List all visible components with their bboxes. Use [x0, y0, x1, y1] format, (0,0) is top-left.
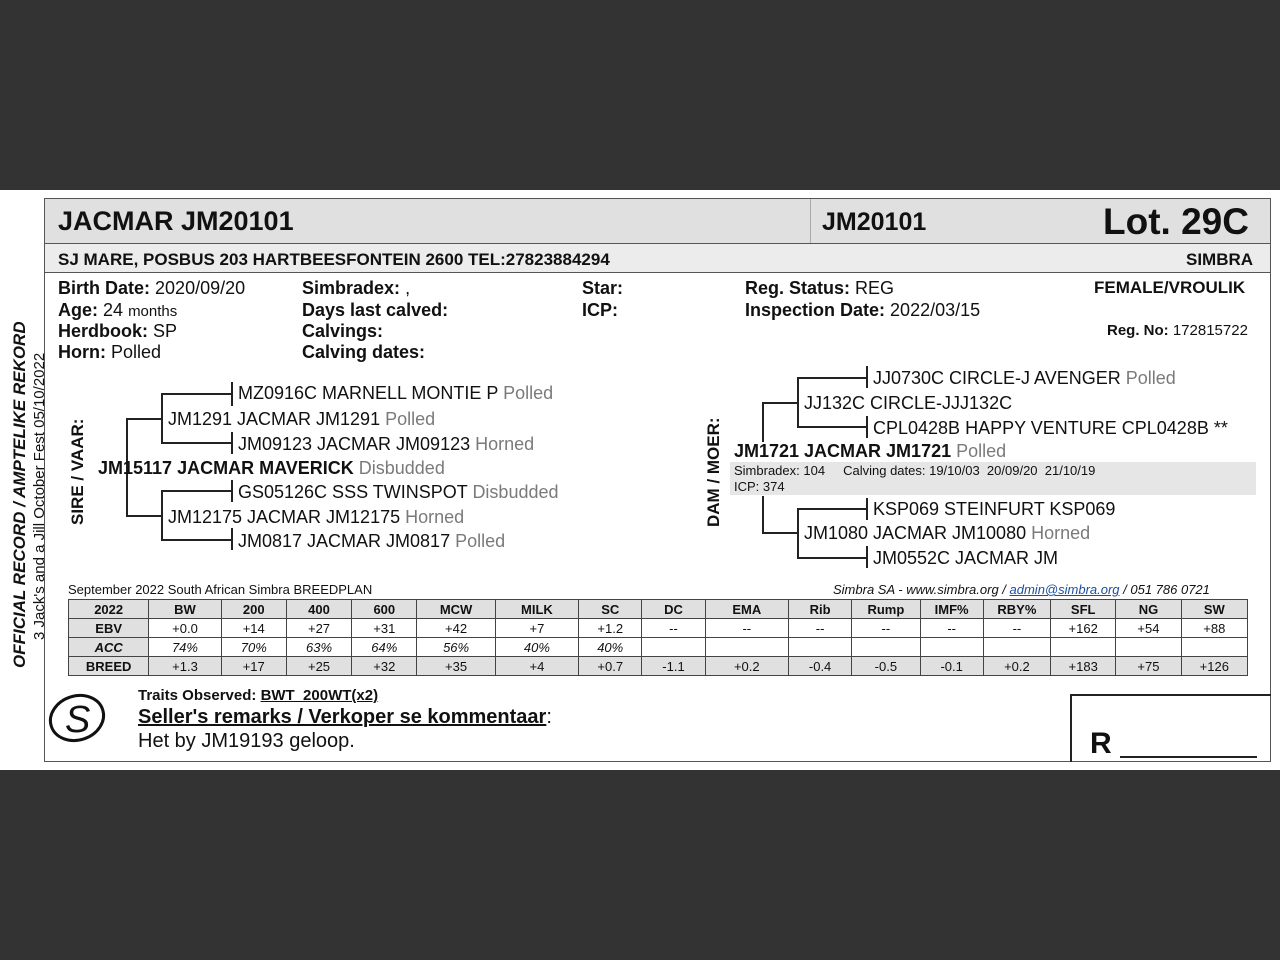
sire-tree-line: [126, 515, 162, 517]
breed-cell: -1.1: [642, 657, 705, 676]
breed-cell: +17: [221, 657, 286, 676]
herdbook-label: Herdbook:: [58, 321, 148, 341]
sire-dam-dam: [238, 531, 505, 552]
breed-cell: +126: [1181, 657, 1247, 676]
dam-tree-line: [866, 416, 868, 438]
sire-dam-sire: [238, 482, 559, 503]
ebv-cell: --: [983, 619, 1050, 638]
breed-cell: +4: [495, 657, 578, 676]
footer-divider: [1070, 694, 1271, 696]
breedplan-title: September 2022 South African Simbra BREEDPLAN: [68, 582, 373, 597]
ebv-header-cell: Rib: [788, 600, 851, 619]
sex-label: FEMALE/VROULIK: [1094, 278, 1246, 297]
ebv-header-cell: 2022: [69, 600, 149, 619]
dam-tree-line: [866, 498, 868, 520]
sire-tree-line: [161, 393, 163, 444]
animal-id: JM20101: [822, 208, 927, 236]
ebv-header-cell: 400: [286, 600, 351, 619]
sire-name: JM15117 JACMAR MAVERICK: [98, 458, 354, 478]
dam-tree-line: [797, 377, 867, 379]
ancestor-horn: Horned: [1031, 523, 1091, 543]
ebv-header-cell: 200: [221, 600, 286, 619]
ebv-cell: +0.0: [149, 619, 221, 638]
ebv-cell: +14: [221, 619, 286, 638]
breed-name: SIMBRA: [1186, 250, 1254, 269]
dam-dam-dam: [873, 548, 1058, 569]
ancestor-name: JM12175 JACMAR JM12175: [168, 507, 401, 527]
sire-dam: [168, 507, 464, 528]
reg-status-label: Reg. Status:: [745, 278, 851, 298]
breed-cell: +32: [352, 657, 417, 676]
header-divider: [810, 199, 811, 243]
source-prefix: Simbra SA - www.simbra.org /: [833, 582, 1010, 597]
event-label: 3 Jack's and a Jill October Fest 05/10/2022: [31, 352, 48, 640]
breed-cell: +25: [286, 657, 351, 676]
ebv-header-cell: MILK: [495, 600, 578, 619]
footer-divider: [1070, 694, 1072, 762]
acc-cell: 64%: [352, 638, 417, 657]
ebv-header-row: [69, 600, 1248, 619]
sire-tree-line: [161, 490, 163, 541]
price-prefix: R: [1090, 727, 1112, 760]
days-calved-label: Days last calved:: [302, 300, 449, 320]
official-record-label: OFFICIAL RECORD / AMPTELIKE REKORD: [10, 321, 29, 668]
logo-letter: S: [65, 699, 91, 741]
horn-row: [58, 342, 161, 363]
remarks-text: Het by JM19193 geloop.: [138, 730, 355, 752]
ancestor-horn: Polled: [503, 383, 554, 403]
simbradex-label: Simbradex:: [302, 278, 401, 298]
ebv-header-cell: EMA: [705, 600, 788, 619]
acc-cell: [852, 638, 920, 657]
ancestor-name: JJ132C CIRCLE-JJJ132C: [804, 393, 1013, 413]
acc-cell: [642, 638, 705, 657]
simbradex-row: [302, 278, 410, 299]
sire-sire-sire: [238, 383, 553, 404]
inspection-label: Inspection Date:: [745, 300, 886, 320]
breeder-address: SJ MARE, POSBUS 203 HARTBEESFONTEIN 2600 TEL:27823884294: [58, 250, 610, 269]
sire-tree-line: [231, 528, 233, 550]
sire-main: [98, 458, 445, 479]
ancestor-horn: Polled: [385, 409, 436, 429]
breed-cell: +1.3: [149, 657, 221, 676]
simbra-logo: [46, 688, 112, 746]
ebv-header-cell: SFL: [1051, 600, 1116, 619]
herdbook-value: SP: [153, 321, 178, 341]
dam-dam: [804, 523, 1090, 544]
breed-row: [69, 657, 1248, 676]
breed-cell: +183: [1051, 657, 1116, 676]
calvings-label: Calvings:: [302, 321, 384, 341]
breed-cell: -0.1: [920, 657, 983, 676]
ebv-header-cell: IMF%: [920, 600, 983, 619]
ebv-header-cell: 600: [352, 600, 417, 619]
ebv-cell: +54: [1116, 619, 1181, 638]
acc-cell: [920, 638, 983, 657]
sire-tree-line: [161, 442, 232, 444]
sire-tree-line: [161, 490, 232, 492]
ebv-cell: +1.2: [579, 619, 642, 638]
price-line[interactable]: [1120, 756, 1257, 758]
lot-number: Lot. 29C: [1103, 201, 1249, 242]
inspection-value: 2022/03/15: [890, 300, 981, 320]
animal-name: JACMAR JM20101: [58, 206, 294, 236]
reg-status-row: [745, 278, 894, 299]
remarks-heading: [138, 706, 552, 729]
ancestor-horn: Disbudded: [472, 482, 559, 502]
ebv-header-cell: BW: [149, 600, 221, 619]
ebv-header-cell: NG: [1116, 600, 1181, 619]
reg-status-value: REG: [855, 278, 895, 298]
dam-tree-line: [797, 426, 867, 428]
ancestor-horn: Polled: [455, 531, 506, 551]
sire-tree-line: [231, 432, 233, 454]
dam-sire: [804, 393, 1012, 414]
ancestor-name: JM0552C JACMAR JM: [873, 548, 1059, 568]
ancestor-name: MZ0916C MARNELL MONTIE P: [238, 383, 499, 403]
ebv-header-cell: DC: [642, 600, 705, 619]
calving-dates-label: Calving dates:: [302, 342, 426, 362]
dam-sire-sire: [873, 368, 1176, 389]
ebv-cell: +42: [417, 619, 495, 638]
ancestor-name: JM1291 JACMAR JM1291: [168, 409, 381, 429]
acc-cell: ACC: [69, 638, 149, 657]
sire-tree-line: [161, 393, 232, 395]
remarks-colon: :: [546, 706, 552, 728]
breed-cell: -0.5: [852, 657, 920, 676]
remarks-label: Seller's remarks / Verkoper se kommentaar: [138, 706, 547, 728]
acc-row: [69, 638, 1248, 657]
ebv-row: [69, 619, 1248, 638]
acc-cell: [788, 638, 851, 657]
acc-cell: 40%: [495, 638, 578, 657]
sire-sire: [168, 409, 435, 430]
breed-cell: +0.2: [983, 657, 1050, 676]
dam-label: DAM / MOER:: [704, 417, 723, 527]
reg-no-value: 172815722: [1172, 322, 1248, 339]
traits-label: Traits Observed:: [138, 687, 257, 704]
traits-value: BWT 200WT(x2): [260, 687, 379, 704]
reg-no-label: Reg. No:: [1107, 322, 1169, 339]
breed-cell: +35: [417, 657, 495, 676]
ancestor-name: JJ0730C CIRCLE-J AVENGER: [873, 368, 1121, 388]
icp-label: ICP:: [582, 300, 618, 320]
dam-tree-line: [866, 366, 868, 388]
dam-tree-line: [762, 402, 764, 442]
ancestor-name: CPL0428B HAPPY VENTURE CPL0428B **: [873, 418, 1228, 438]
ancestor-horn: Polled: [1125, 368, 1176, 388]
ancestor-name: GS05126C SSS TWINSPOT: [238, 482, 468, 502]
breed-cell: BREED: [69, 657, 149, 676]
ebv-cell: --: [920, 619, 983, 638]
dam-horn: Polled: [956, 441, 1007, 461]
sire-tree-line: [126, 418, 162, 420]
ancestor-name: JM09123 JACMAR JM09123: [238, 434, 471, 454]
acc-cell: [1181, 638, 1247, 657]
dam-info-line1: Simbradex: 104 Calving dates: 19/10/03 20/09/20 21/10/19: [734, 463, 1096, 478]
ebv-cell: --: [788, 619, 851, 638]
breedplan-source: [833, 582, 1210, 597]
ebv-cell: EBV: [69, 619, 149, 638]
horn-label: Horn:: [58, 342, 106, 362]
breed-cell: +0.2: [705, 657, 788, 676]
ebv-table: [68, 599, 1248, 676]
dam-tree-line: [797, 508, 799, 559]
simbradex-value: ,: [405, 278, 411, 298]
ebv-header-cell: Rump: [852, 600, 920, 619]
breed-cell: +75: [1116, 657, 1181, 676]
dam-tree-line: [762, 496, 764, 534]
ancestor-horn: Horned: [405, 507, 465, 527]
star-label: Star:: [582, 278, 624, 298]
horn-value: Polled: [111, 342, 162, 362]
email-link[interactable]: admin@simbra.org: [1009, 582, 1120, 597]
ebv-cell: --: [705, 619, 788, 638]
sire-label: SIRE / VAAR:: [68, 418, 87, 525]
birth-date-row: [58, 278, 245, 299]
age-label: Age:: [58, 300, 98, 320]
dam-tree-line: [762, 532, 798, 534]
source-suffix: / 051 786 0721: [1119, 582, 1210, 597]
dam-sire-dam: [873, 418, 1228, 439]
age-row: [58, 300, 177, 321]
ancestor-name: JM1080 JACMAR JM10080: [804, 523, 1027, 543]
sire-tree-line: [231, 382, 233, 406]
acc-cell: [1051, 638, 1116, 657]
ebv-cell: +27: [286, 619, 351, 638]
breed-cell: -0.4: [788, 657, 851, 676]
ebv-cell: +162: [1051, 619, 1116, 638]
ebv-header-cell: MCW: [417, 600, 495, 619]
dam-main: [734, 441, 1006, 462]
dam-tree-line: [797, 557, 867, 559]
reg-no-row: [1107, 322, 1248, 339]
acc-cell: 63%: [286, 638, 351, 657]
ebv-cell: +88: [1181, 619, 1247, 638]
birth-date-value: 2020/09/20: [155, 278, 246, 298]
dam-dam-sire: [873, 499, 1115, 520]
acc-cell: [1116, 638, 1181, 657]
inspection-row: [745, 300, 980, 321]
ebv-cell: --: [852, 619, 920, 638]
acc-cell: [983, 638, 1050, 657]
traits-row: [138, 687, 378, 704]
sire-sire-dam: [238, 434, 534, 455]
dam-tree-line: [797, 508, 867, 510]
ebv-header-cell: SC: [579, 600, 642, 619]
acc-cell: 74%: [149, 638, 221, 657]
acc-cell: [705, 638, 788, 657]
age-value: 24: [103, 300, 124, 320]
ancestor-name: JM0817 JACMAR JM0817: [238, 531, 451, 551]
dam-tree-line: [762, 402, 798, 404]
acc-cell: 40%: [579, 638, 642, 657]
sire-tree-line: [231, 480, 233, 502]
birth-date-label: Birth Date:: [58, 278, 151, 298]
ebv-cell: +31: [352, 619, 417, 638]
ebv-cell: +7: [495, 619, 578, 638]
dam-tree-line: [866, 546, 868, 568]
ancestor-name: KSP069 STEINFURT KSP069: [873, 499, 1116, 519]
dam-info-line2: ICP: 374: [734, 479, 785, 494]
acc-cell: 56%: [417, 638, 495, 657]
ebv-header-cell: SW: [1181, 600, 1247, 619]
dam-tree-line: [797, 377, 799, 428]
herdbook-row: [58, 321, 177, 342]
ancestor-horn: Horned: [475, 434, 535, 454]
age-unit: months: [128, 303, 178, 320]
acc-cell: 70%: [221, 638, 286, 657]
sire-tree-line: [161, 539, 232, 541]
sire-horn: Disbudded: [358, 458, 445, 478]
ebv-header-cell: RBY%: [983, 600, 1050, 619]
ebv-cell: --: [642, 619, 705, 638]
breed-cell: +0.7: [579, 657, 642, 676]
dam-name: JM1721 JACMAR JM1721: [734, 441, 952, 461]
